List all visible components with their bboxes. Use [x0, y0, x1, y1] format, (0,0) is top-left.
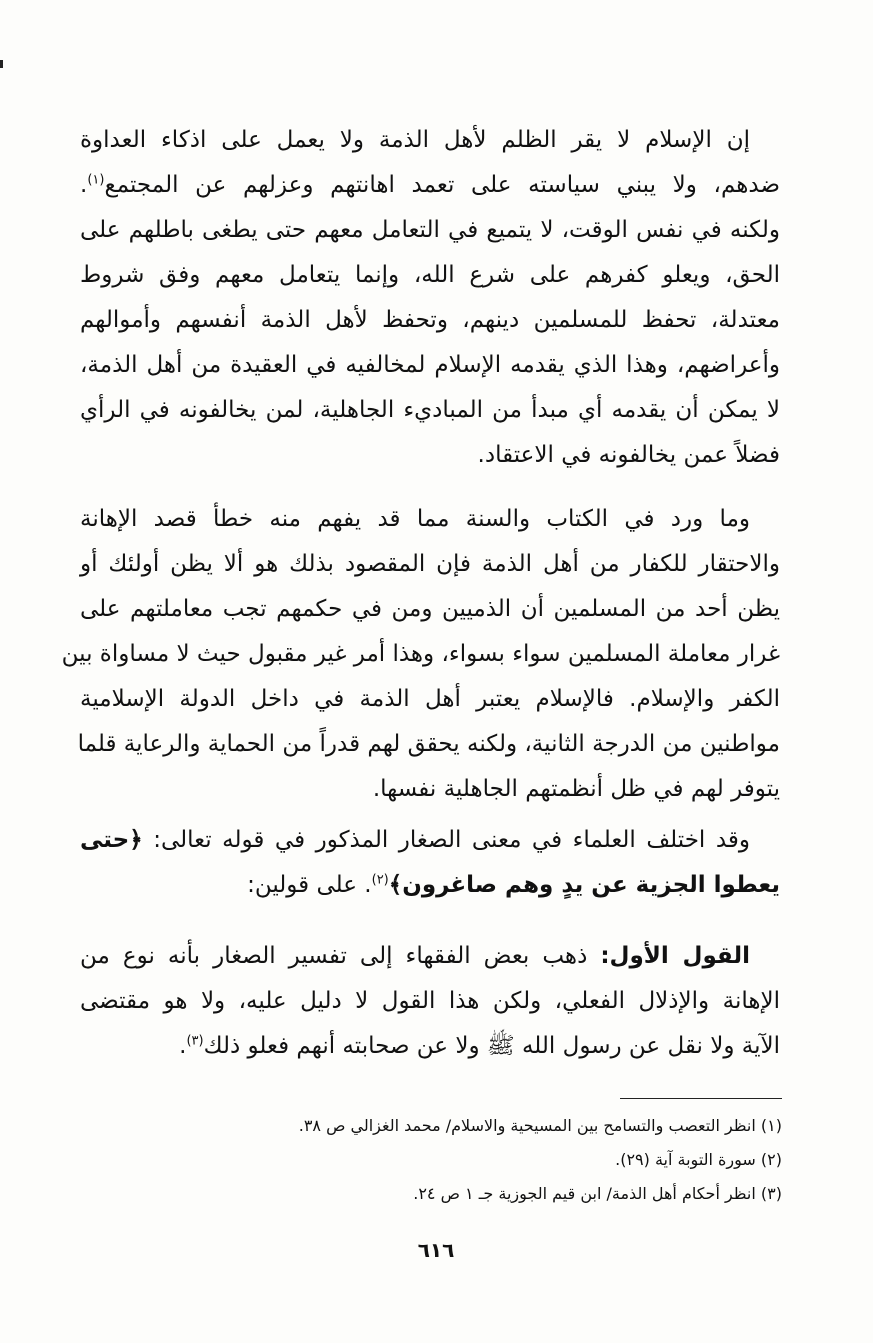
paragraph-line: يظن أحد من المسلمين أن الذميين ومن في حكمهم تجب معاملتهم على — [80, 596, 780, 622]
footnotes — [180, 1109, 782, 1211]
line-text: وقد اختلف العلماء في معنى الصغار المذكور في قوله تعالى: — [142, 827, 750, 853]
line-punctuation: . — [80, 172, 88, 198]
line-text: . على قولين: — [247, 872, 372, 898]
paragraph-line: والاحتقار للكفار من أهل الذمة فإن المقصود بذلك هو ألا يظن أولئك أو — [80, 551, 780, 577]
footnote-ref-2[interactable]: (٢) — [371, 872, 389, 888]
paragraph-line: يتوفر لهم في ظل أنظمتهم الجاهلية نفسها. — [372, 776, 780, 802]
paragraph-line — [80, 1024, 780, 1069]
paragraph-line: غرار معاملة المسلمين سواء بسواء، وهذا أمر غير مقبول حيث لا مساواة بين — [61, 641, 780, 667]
quran-verse-start: ﴿حتى — [80, 827, 143, 853]
paragraph-line: معتدلة، تحفظ للمسلمين دينهم، وتحفظ لأهل الذمة أنفسهم وأموالهم — [80, 307, 780, 333]
paragraph-line: الحق، ويعلو كفرهم على شرع الله، وإنما يتعامل معهم وفق شروط — [80, 262, 780, 288]
paragraph-line: وما ورد في الكتاب والسنة مما قد يفهم منه خطأ قصد الإهانة — [80, 506, 750, 532]
paragraph-line — [80, 818, 780, 863]
paragraph-line: ولكنه في نفس الوقت، لا يتميع في التعامل معهم حتى يطغى باطلهم على — [80, 217, 780, 243]
margin-mark — [0, 60, 3, 68]
page-number: ٦١٦ — [417, 1238, 455, 1262]
line-text: ذهب بعض الفقهاء إلى تفسير الصغار بأنه نوع من — [80, 943, 601, 969]
footnote-2: (٢) سورة التوبة آية (٢٩). — [615, 1150, 782, 1169]
quran-verse: يعطوا الجزية عن يدٍ وهم صاغرون﴾ — [388, 872, 780, 898]
paragraph-line: الإهانة والإذلال الفعلي، ولكن هذا القول لا دليل عليه، ولا هو مقتضى — [80, 988, 780, 1014]
footnote-ref-3[interactable]: (٣) — [186, 1033, 204, 1049]
paragraph-line: مواطنين من الدرجة الثانية، ولكنه يحقق لهم قدراً من الحماية والرعاية قلما — [77, 731, 780, 757]
paragraph-3 — [80, 818, 780, 908]
paragraph-line — [80, 163, 780, 208]
paragraph-line — [80, 863, 780, 908]
paragraph-line — [80, 934, 780, 979]
line-text: الآية ولا نقل عن رسول الله ﷺ ولا عن صحابته أنهم فعلو ذلك — [203, 1033, 780, 1059]
footnote-3: (٣) انظر أحكام أهل الذمة/ ابن قيم الجوزية جـ ١ ص ٢٤. — [413, 1184, 782, 1203]
paragraph-line: لا يمكن أن يقدمه أي مبدأ من المباديء الجاهلية، لمن يخالفونه في الرأي — [80, 397, 780, 423]
paragraph-1 — [80, 118, 780, 478]
paragraph-4 — [80, 934, 780, 1069]
line-text: ضدهم، ولا يبني سياسته على تعمد اهانتهم وعزلهم عن المجتمع — [104, 172, 780, 198]
footnote-1: (١) انظر التعصب والتسامح بين المسيحية والاسلام/ محمد الغزالي ص ٣٨. — [298, 1116, 782, 1135]
section-heading: القول الأول: — [600, 943, 750, 969]
paragraph-line: إن الإسلام لا يقر الظلم لأهل الذمة ولا يعمل على اذكاء العداوة — [80, 127, 750, 153]
paragraph-2 — [61, 497, 780, 812]
paragraph-line: الكفر والإسلام. فالإسلام يعتبر أهل الذمة في داخل الدولة الإسلامية — [80, 686, 780, 712]
line-punctuation: . — [179, 1033, 187, 1059]
footnote-ref-1[interactable]: (١) — [87, 172, 105, 188]
paragraph-line: فضلاً عمن يخالفونه في الاعتقاد. — [477, 442, 780, 468]
footnote-divider — [620, 1098, 782, 1099]
paragraph-line: وأعراضهم، وهذا الذي يقدمه الإسلام لمخالفيه في العقيدة من أهل الذمة، — [80, 352, 780, 378]
